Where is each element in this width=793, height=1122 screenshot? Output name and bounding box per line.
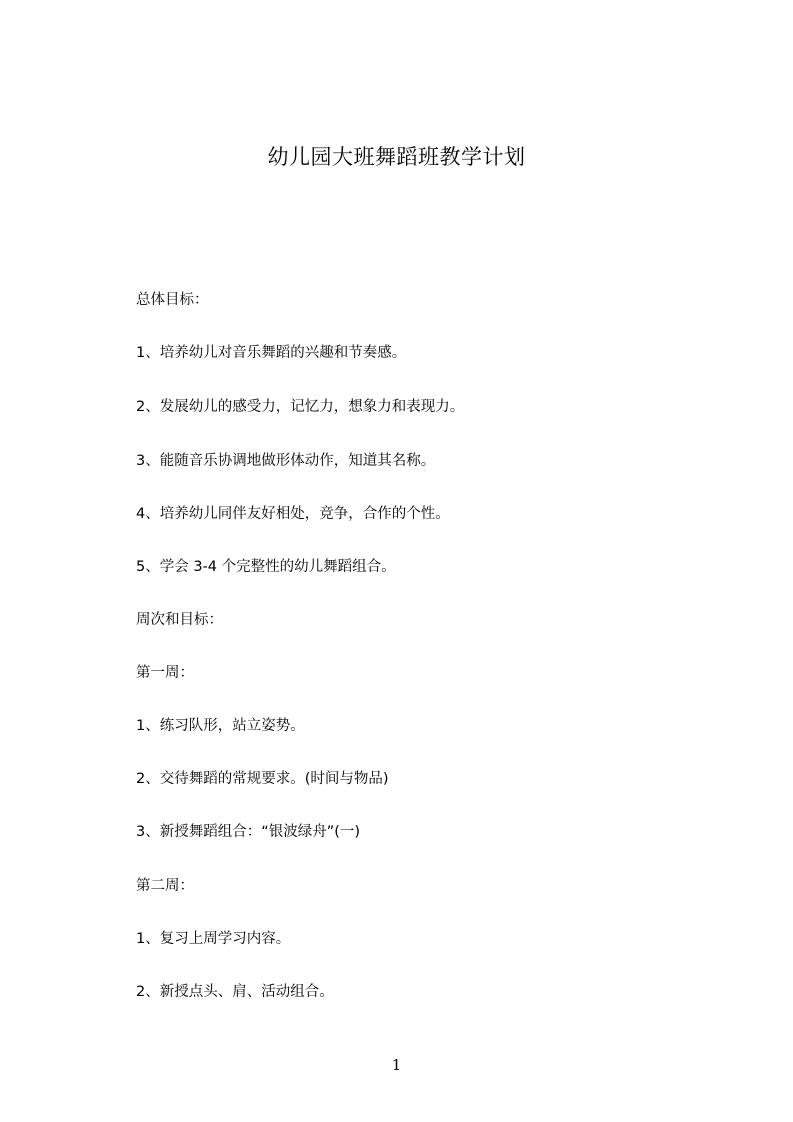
goal-item-1: 1、培养幼儿对音乐舞蹈的兴趣和节奏感。 [136, 345, 407, 361]
week1-item-3: 3、新授舞蹈组合：“银波绿舟”(一) [136, 824, 361, 840]
document-title: 幼儿园大班舞蹈班教学计划 [267, 145, 526, 169]
goal-item-2: 2、发展幼儿的感受力，记忆力，想象力和表现力。 [136, 399, 465, 415]
week1-item-2: 2、交待舞蹈的常规要求。(时间与物品) [136, 771, 389, 787]
week-heading-1: 第一周： [136, 665, 194, 681]
week-heading-2: 第二周： [136, 878, 194, 894]
week2-item-1: 1、复习上周学习内容。 [136, 931, 291, 947]
goal-item-4: 4、培养幼儿同伴友好相处，竞争，合作的个性。 [136, 506, 450, 522]
week1-item-1: 1、练习队形，站立姿势。 [136, 718, 305, 734]
week2-item-2: 2、新授点头、肩、活动组合。 [136, 984, 334, 1000]
section-heading-overall-goals: 总体目标： [136, 292, 209, 308]
goal-item-5: 5、学会 3-4 个完整性的幼儿舞蹈组合。 [136, 559, 396, 575]
goal-item-3: 3、能随音乐协调地做形体动作，知道其名称。 [136, 453, 436, 469]
page-number: 1 [391, 1056, 402, 1074]
section-heading-weekly-goals: 周次和目标： [136, 612, 223, 628]
